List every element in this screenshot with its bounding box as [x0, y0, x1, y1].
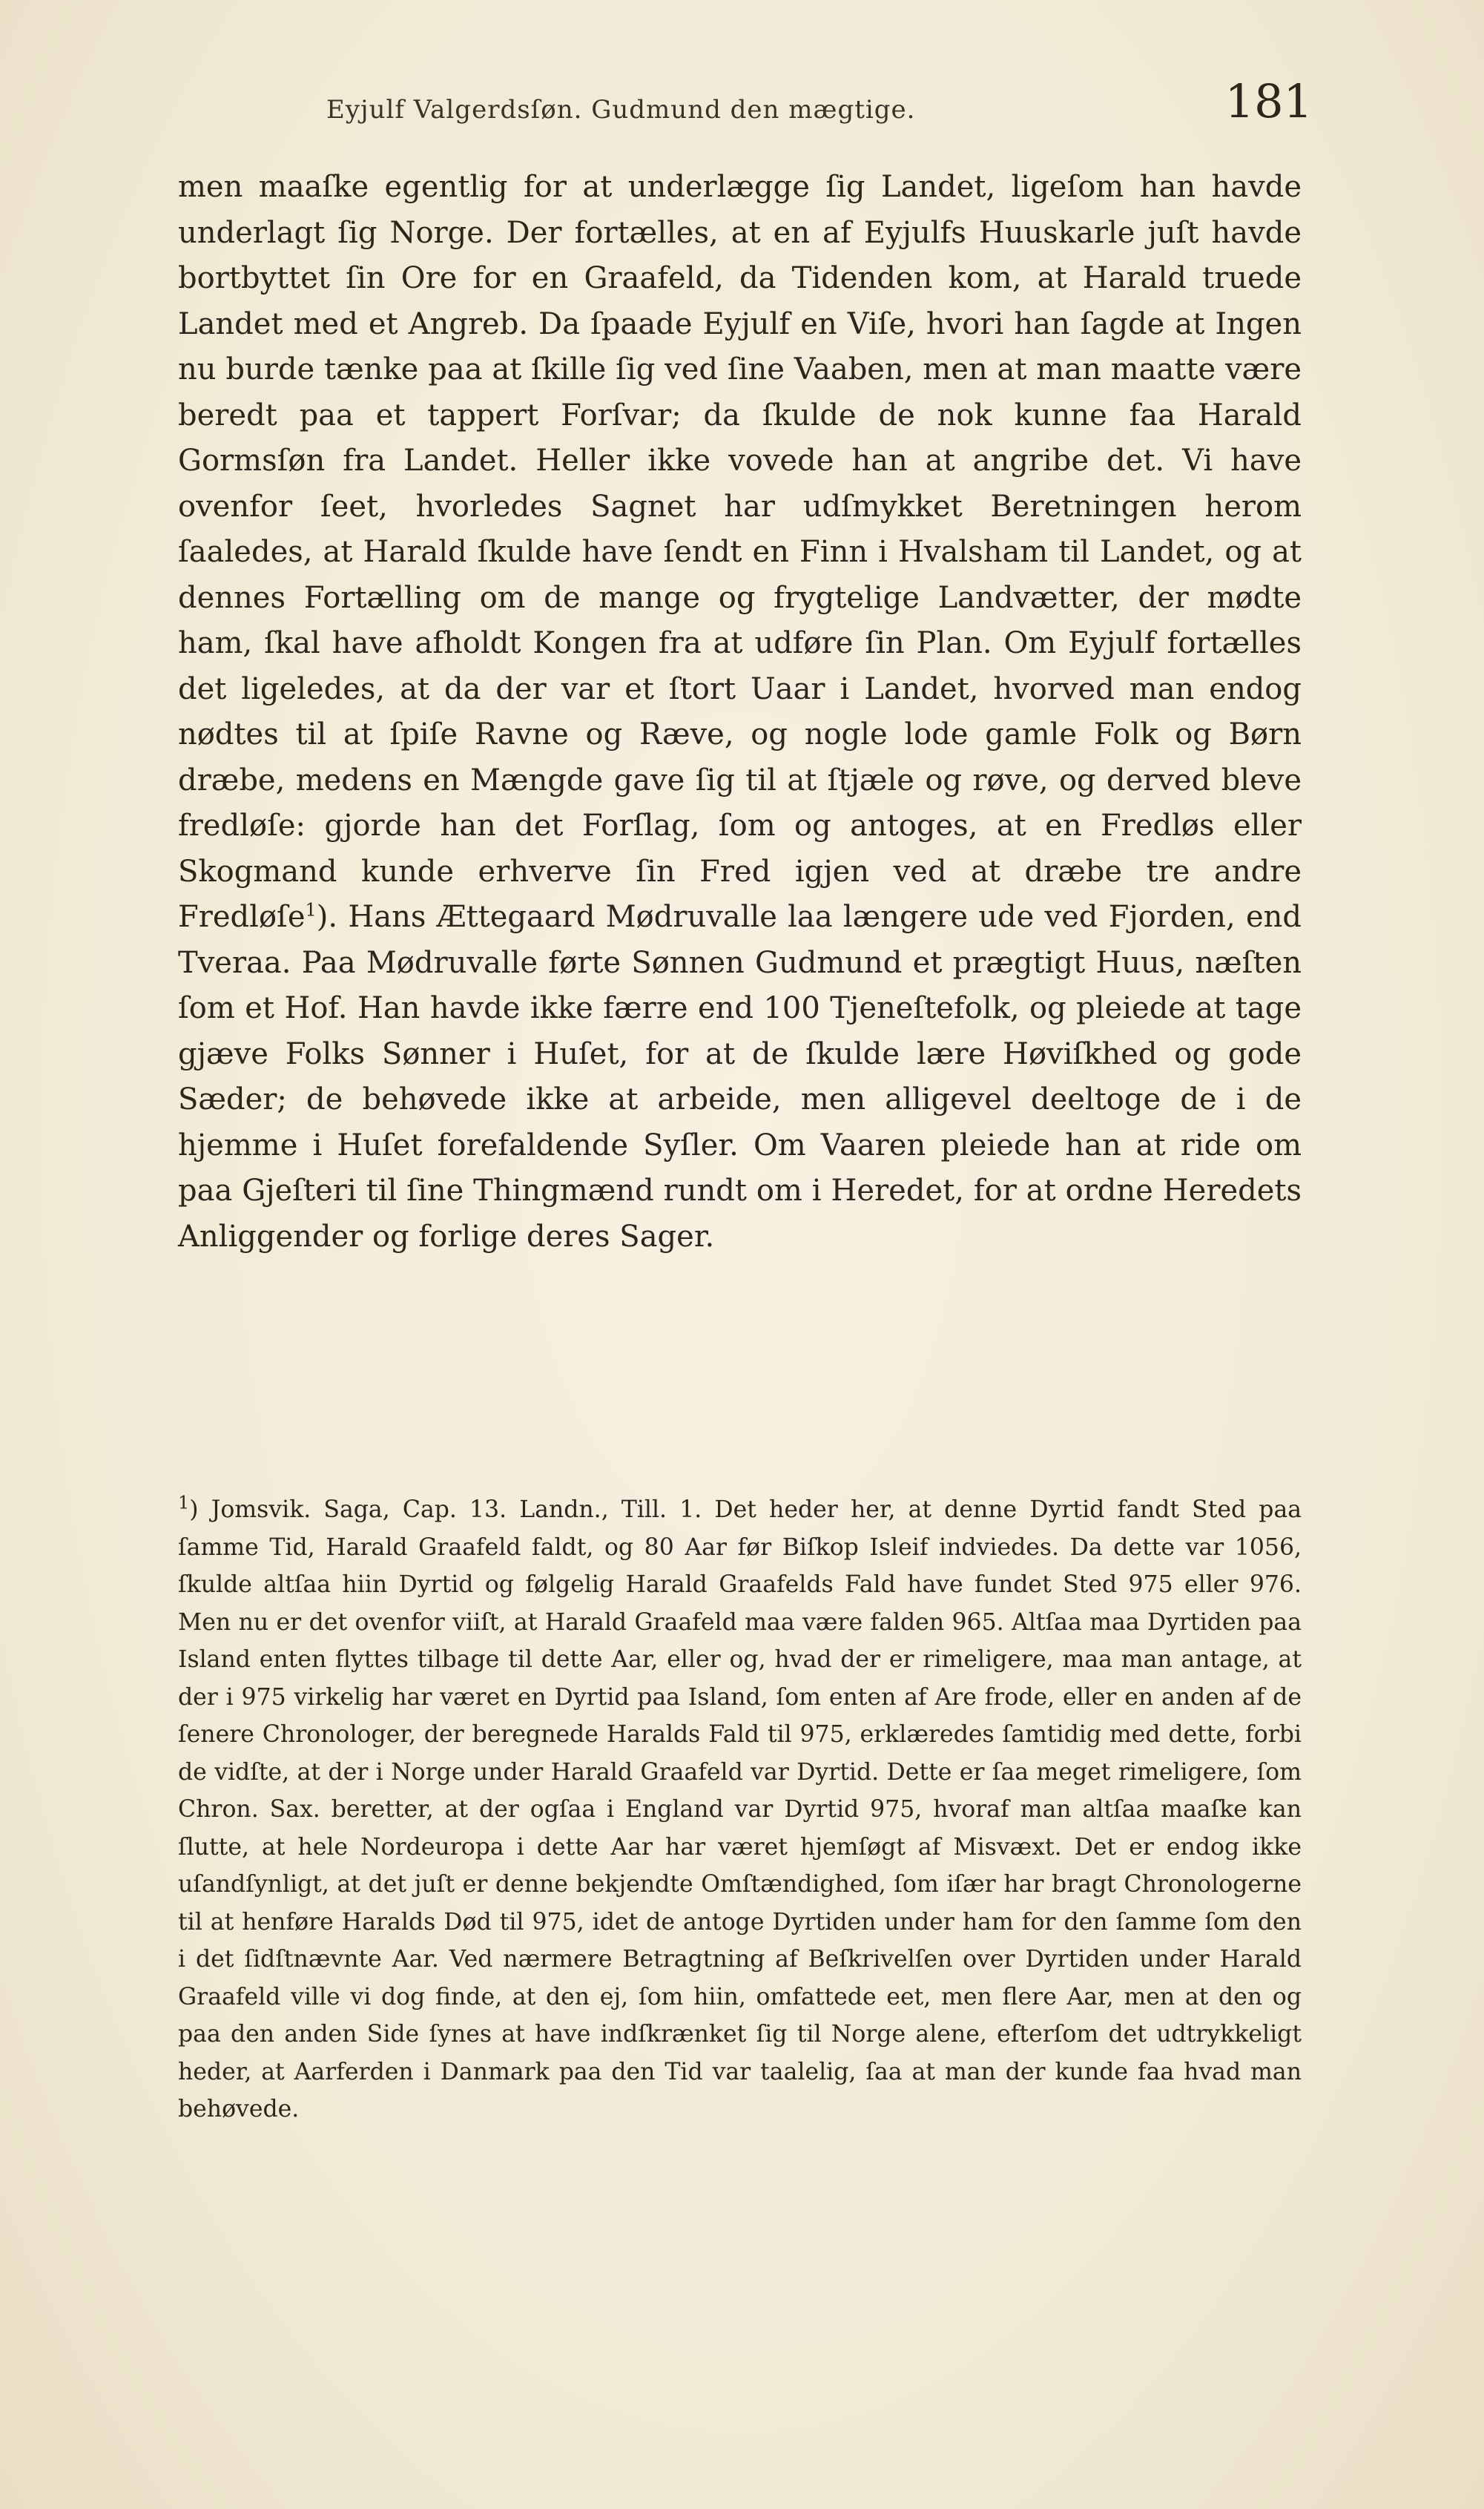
body-paragraph-text: men maaſke egentlig for at underlægge ſig Landet, ligeſom han havde underlagt ſig Norge. Der fortælles, at en af Eyjulfs Huuskarle juſt havde bortbyttet ſin Ore for en Graafeld, da Tidenden kom, at Harald truede Landet med et Angreb. Da ſpaade Eyjulf en Viſe, hvori han ſagde at Ingen nu burde tænke paa at ſkille ſig ved ſine Vaaben, men at man maatte være beredt paa et tappert Forſvar; da ſkulde de nok kunne faa Harald Gormsſøn fra Landet. Heller ikke vovede han at angribe det. Vi have ovenfor ſeet, hvorledes Sagnet har udſmykket Beretningen herom ſaaledes, at Harald ſkulde have ſendt en Finn i Hvalsham til Landet, og at dennes Fortælling om de mange og frygtelige Landvætter, der mødte ham, ſkal have afholdt Kongen fra at udføre ſin Plan. Om Eyjulf fortælles det ligeledes, at da der var et ſtort Uaar i Landet, hvorved man endog nødtes til at ſpiſe Ravne og Ræve, og nogle lode gamle Folk og Børn dræbe, medens en Mængde gave ſig til at ſtjæle og røve, og derved bleve fredløſe: gjorde han det Forſlag, ſom og antoges, at en Fredløs eller Skogmand kunde erhverve ſin Fred igjen ved at dræbe tre andre Fredløſe: [178, 170, 1302, 934]
page-number: 181: [1224, 74, 1313, 128]
main-text: [178, 165, 1302, 1260]
page-header: [171, 74, 1313, 134]
body-paragraph: [178, 165, 1302, 1260]
footnotes: [178, 1491, 1302, 2128]
footnote-marker: 1: [178, 1492, 190, 1513]
body-paragraph-continuation: ). Hans Ættegaard Mødruvalle laa længere ude ved Fjorden, end Tveraa. Paa Mødruvalle førte Sønnen Gudmund et prægtigt Huus, næſten ſom et Hof. Han havde ikke færre end 100 Tjeneſtefolk, og pleiede at tage gjæve Folks Sønner i Huſet, for at de ſkulde lære Høviſkhed og gode Sæder; de behøvede ikke at arbeide, men alligevel deeltoge de i de hjemme i Huſet forefaldende Syſler. Om Vaaren pleiede han at ride om paa Gjeſteri til ſine Thingmænd rundt om i Heredet, for at ordne Heredets Anliggender og forlige deres Sager.: [178, 900, 1302, 1254]
footnote-1: [178, 1491, 1302, 2128]
footnote-text: ) Jomsvik. Saga, Cap. 13. Landn., Till. 1. Det heder her, at denne Dyrtid fandt Sted paa ſamme Tid, Harald Graafeld faldt, og 80 Aar før Biſkop Isleif indviedes. Da dette var 1056, ſkulde altſaa hiin Dyrtid og følgelig Harald Graafelds Fald have fundet Sted 975 eller 976. Men nu er det ovenfor viiſt, at Harald Graafeld maa være falden 965. Altſaa maa Dyrtiden paa Island enten flyttes tilbage til dette Aar, eller og, hvad der er rimeligere, maa man antage, at der i 975 virkelig har været en Dyrtid paa Island, ſom enten af Are frode, eller en anden af de ſenere Chronologer, der beregnede Haralds Fald til 975, erklæredes ſamtidig med dette, forbi de vidſte, at der i Norge under Harald Graafeld var Dyrtid. Dette er ſaa meget rimeligere, ſom Chron. Sax. beretter, at der ogſaa i England var Dyrtid 975, hvoraf man altſaa maaſke kan ſlutte, at hele Nordeuropa i dette Aar har været hjemſøgt af Misvæxt. Det er endog ikke uſandſynligt, at det juſt er denne bekjendte Omſtændighed, ſom iſær har bragt Chronologerne til at henføre Haralds Død til 975, idet de antoge Dyrtiden under ham for den ſamme ſom den i det ſidſtnævnte Aar. Ved nærmere Betragtning af Beſkrivelſen over Dyrtiden under Harald Graafeld ville vi dog finde, at den ej, ſom hiin, omfattede eet, men flere Aar, men at den og paa den anden Side ſynes at have indſkrænket ſig til Norge alene, efterſom det udtrykkeligt heder, at Aarferden i Danmark paa den Tid var taalelig, ſaa at man der kunde faa hvad man behøvede.: [178, 1496, 1302, 2122]
footnote-reference: 1: [305, 899, 317, 921]
running-head: Eyjulf Valgerdsſøn. Gudmund den mægtige.: [326, 95, 916, 125]
